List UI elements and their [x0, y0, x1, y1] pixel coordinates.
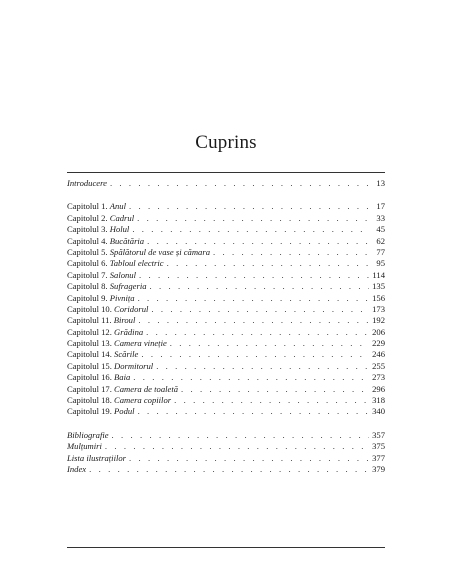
toc-entry-label	[67, 236, 144, 247]
toc-entry	[67, 327, 385, 338]
dot-leader	[105, 441, 369, 452]
toc-entry	[67, 178, 385, 189]
toc-entry-label	[67, 327, 143, 338]
toc-entry-page-number: 33	[376, 212, 385, 223]
toc-entry-page-number: 95	[376, 258, 385, 269]
toc-entry	[67, 213, 385, 224]
toc-entry	[67, 236, 385, 247]
dot-leader	[213, 247, 369, 258]
toc-entry	[67, 453, 385, 464]
page-title: Cuprins	[195, 132, 257, 153]
toc-entry	[67, 247, 385, 258]
toc-entry-prefix: Capitolul 15.	[67, 360, 115, 371]
toc-entry	[67, 430, 385, 441]
toc-backmatter-group	[67, 430, 385, 476]
toc-entry-page-number: 340	[372, 406, 385, 417]
toc-entry	[67, 338, 385, 349]
toc-entry	[67, 384, 385, 395]
dot-leader	[132, 224, 369, 235]
toc-entry-prefix: Capitolul 12.	[67, 326, 115, 337]
toc-entry-page-number: 17	[376, 201, 385, 212]
toc-entry-label	[67, 406, 135, 417]
toc-entry-prefix: Capitolul 5.	[67, 246, 110, 257]
toc-entry-page-number: 229	[372, 338, 385, 349]
toc-entry-page-number: 206	[372, 326, 385, 337]
toc-entry-prefix: Capitolul 11.	[67, 315, 114, 326]
toc-entry-page-number: 246	[372, 349, 385, 360]
toc-entry-title: Lista ilustrațiilor	[67, 452, 126, 463]
toc-entry-prefix: Capitolul 16.	[67, 372, 115, 383]
toc-entry-title: Salonul	[109, 269, 136, 280]
dot-leader	[174, 395, 369, 406]
dot-leader	[181, 384, 369, 395]
toc-entry-page-number: 135	[372, 281, 385, 292]
toc-entry-title: Dormitorul	[114, 360, 154, 371]
dot-leader	[129, 201, 369, 212]
toc-entry-title: Holul	[109, 224, 130, 235]
toc-entry-title: Camera copiilor	[114, 395, 172, 406]
toc-entry-page-number: 173	[372, 303, 385, 314]
toc-entry-title: Anul	[109, 201, 126, 212]
toc-entry-title: Coridorul	[114, 303, 149, 314]
dot-leader	[138, 406, 369, 417]
toc-entry-label	[67, 395, 171, 406]
toc-entry	[67, 464, 385, 475]
toc-entry-page-number: 273	[372, 372, 385, 383]
toc-entry-title: Mulțumiri	[67, 441, 102, 452]
toc-entry-prefix: Capitolul 4.	[67, 235, 110, 246]
toc-entry-prefix: Capitolul 18.	[67, 395, 115, 406]
toc-entry-prefix: Capitolul 9.	[67, 292, 110, 303]
toc-entry-label	[67, 258, 164, 269]
dot-leader	[146, 327, 369, 338]
toc-entry-prefix: Capitolul 17.	[67, 383, 115, 394]
toc-entry	[67, 372, 385, 383]
toc-entry-title: Pivnița	[109, 292, 135, 303]
table-of-contents	[67, 178, 385, 475]
toc-chapters-group	[67, 201, 385, 417]
toc-entry-page-number: 77	[376, 246, 385, 257]
toc-entry-title: Sufrageria	[109, 281, 147, 292]
toc-entry-prefix: Capitolul 19.	[67, 406, 115, 417]
toc-entry-page-number: 357	[372, 429, 385, 440]
toc-entry	[67, 201, 385, 212]
toc-entry-label	[67, 201, 126, 212]
toc-entry-title: Baia	[114, 372, 131, 383]
toc-entry-label	[67, 247, 210, 258]
toc-entry	[67, 293, 385, 304]
toc-entry-title: Camera de toaletă	[114, 383, 178, 394]
toc-entry	[67, 270, 385, 281]
toc-entry-page-number: 156	[372, 292, 385, 303]
toc-entry-label	[67, 270, 136, 281]
toc-entry-page-number: 296	[372, 383, 385, 394]
toc-entry-prefix: Capitolul 6.	[67, 258, 110, 269]
toc-entry-title: Bibliografie	[67, 429, 109, 440]
toc-entry-title: Spălătorul de vase și cămara	[109, 246, 210, 257]
dot-leader	[167, 258, 369, 269]
toc-entry-page-number: 192	[372, 315, 385, 326]
dot-leader	[137, 213, 369, 224]
toc-entry-title: Bucătăria	[109, 235, 145, 246]
dot-leader	[129, 453, 369, 464]
toc-intro-group	[67, 178, 385, 189]
toc-entry	[67, 304, 385, 315]
toc-entry	[67, 361, 385, 372]
toc-entry-page-number: 255	[372, 360, 385, 371]
dot-leader	[156, 361, 369, 372]
top-rule	[67, 172, 385, 173]
toc-entry-prefix: Capitolul 10.	[67, 303, 115, 314]
toc-entry-label	[67, 315, 135, 326]
toc-entry-title: Scările	[114, 349, 139, 360]
toc-entry-page-number: 318	[372, 395, 385, 406]
toc-entry-label	[67, 453, 126, 464]
dot-leader	[170, 338, 369, 349]
toc-entry-label	[67, 338, 167, 349]
toc-entry-title: Tabloul electric	[109, 258, 164, 269]
dot-leader	[147, 236, 369, 247]
toc-entry-title: Cadrul	[109, 212, 135, 223]
toc-entry	[67, 258, 385, 269]
toc-entry-label	[67, 293, 135, 304]
toc-entry	[67, 224, 385, 235]
toc-entry-prefix: Capitolul 14.	[67, 349, 115, 360]
toc-entry-label	[67, 304, 148, 315]
toc-entry	[67, 281, 385, 292]
toc-entry-title: Index	[67, 463, 87, 474]
toc-entry-page-number: 13	[376, 178, 385, 188]
toc-entry	[67, 315, 385, 326]
toc-entry-page-number: 377	[372, 452, 385, 463]
toc-entry-page-number: 62	[376, 235, 385, 246]
dot-leader	[112, 430, 369, 441]
toc-entry-prefix: Capitolul 13.	[67, 338, 115, 349]
toc-entry	[67, 441, 385, 452]
toc-entry-label	[67, 384, 178, 395]
toc-entry-title: Introducere	[67, 178, 107, 188]
dot-leader	[138, 315, 369, 326]
bottom-rule	[67, 547, 385, 548]
dot-leader	[138, 293, 369, 304]
dot-leader	[133, 372, 369, 383]
toc-entry-label	[67, 430, 109, 441]
toc-entry-label	[67, 281, 147, 292]
toc-entry-title: Grădina	[114, 326, 144, 337]
dot-leader	[89, 464, 369, 475]
toc-entry	[67, 406, 385, 417]
toc-entry-label	[67, 372, 130, 383]
toc-entry-page-number: 114	[372, 269, 385, 280]
dot-leader	[139, 270, 369, 281]
toc-entry	[67, 395, 385, 406]
toc-entry-label	[67, 464, 86, 475]
dot-leader	[110, 178, 369, 189]
toc-entry-prefix: Capitolul 3.	[67, 224, 110, 235]
toc-entry	[67, 349, 385, 360]
toc-entry-label	[67, 224, 129, 235]
dot-leader	[141, 349, 369, 360]
toc-entry-page-number: 375	[372, 441, 385, 452]
toc-entry-prefix: Capitolul 8.	[67, 281, 110, 292]
toc-entry-page-number: 379	[372, 463, 385, 474]
toc-entry-title: Biroul	[113, 315, 136, 326]
dot-leader	[150, 281, 370, 292]
toc-entry-label	[67, 349, 138, 360]
toc-entry-label	[67, 178, 107, 189]
toc-entry-label	[67, 361, 153, 372]
toc-entry-prefix: Capitolul 7.	[67, 269, 110, 280]
toc-entry-page-number: 45	[376, 224, 385, 235]
toc-entry-label	[67, 441, 102, 452]
toc-entry-title: Camera vineție	[114, 338, 167, 349]
toc-entry-prefix: Capitolul 1.	[67, 201, 110, 212]
dot-leader	[151, 304, 369, 315]
toc-entry-prefix: Capitolul 2.	[67, 212, 110, 223]
toc-entry-title: Podul	[114, 406, 135, 417]
toc-entry-label	[67, 213, 134, 224]
